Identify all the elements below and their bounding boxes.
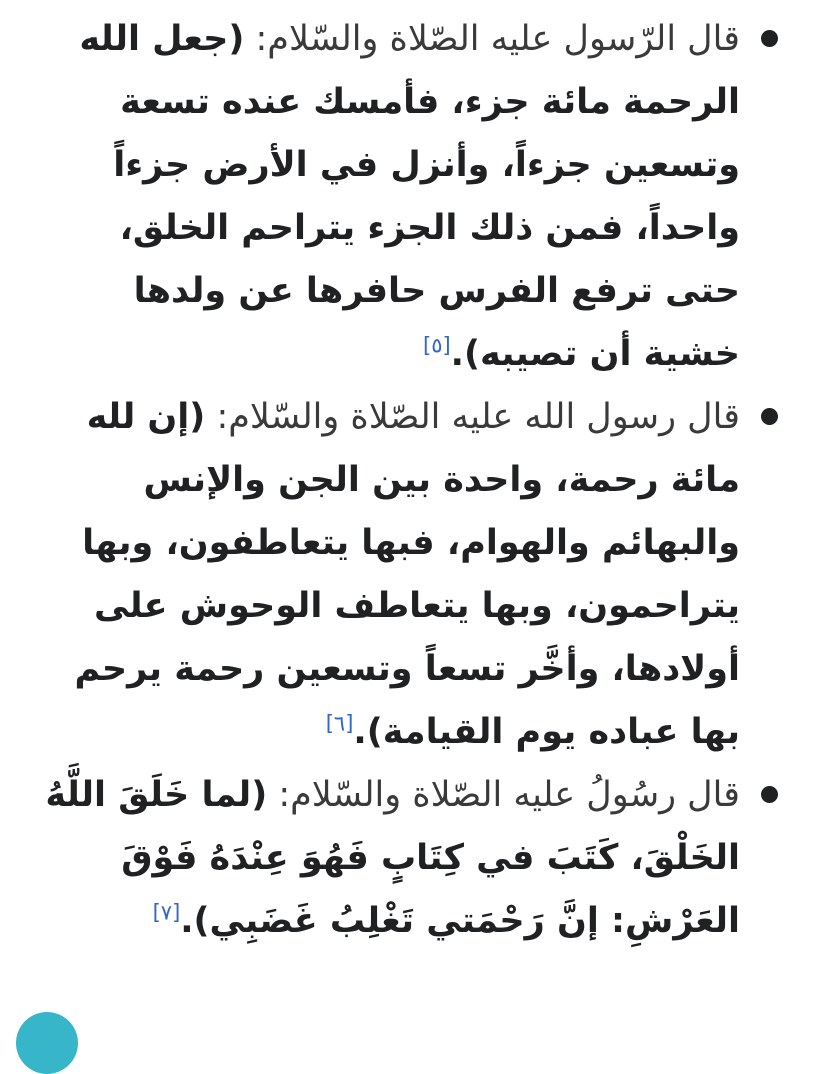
- floating-action-button[interactable]: [16, 1012, 78, 1074]
- reference-link[interactable]: [٥]: [422, 333, 451, 358]
- bullet-icon: [761, 408, 778, 425]
- quote-intro: قال رسُولُ عليه الصّلاة والسّلام:: [267, 775, 740, 815]
- reference-link[interactable]: [٧]: [152, 900, 181, 925]
- list-item: [40, 8, 740, 386]
- list-item: [40, 764, 740, 953]
- quote-intro: قال رسول الله عليه الصّلاة والسّلام:: [205, 397, 740, 437]
- hadith-quote: (لما خَلَقَ اللَّهُ الخَلْقَ، كَتَبَ في كِتَابٍ فَهُوَ عِنْدَهُ فَوْقَ العَرْشِ: إنَّ رَحْمَتي تَغْلِبُ غَضَبِي).: [45, 775, 740, 941]
- bullet-icon: [761, 786, 778, 803]
- reference-link[interactable]: [٦]: [325, 711, 354, 736]
- hadith-quote: (إن لله مائة رحمة، واحدة بين الجن والإنس والبهائم والهوام، فبها يتعاطفون، وبها يتراحمون، وبها يتعاطف الوحوش على أولادها، وأخَّر تسعاً وتسعين رحمة يرحم بها عباده يوم القيامة).: [74, 397, 740, 752]
- quote-intro: قال الرّسول عليه الصّلاة والسّلام:: [244, 19, 740, 59]
- hadith-quote: (جعل الله الرحمة مائة جزء، فأمسك عنده تسعة وتسعين جزءاً، وأنزل في الأرض جزءاً واحداً، فمن ذلك الجزء يتراحم الخلق، حتى ترفع الفرس حافرها عن ولدها خشية أن تصيبه).: [79, 19, 740, 374]
- article-content: [40, 8, 740, 953]
- list-item: [40, 386, 740, 764]
- bullet-icon: [761, 30, 778, 47]
